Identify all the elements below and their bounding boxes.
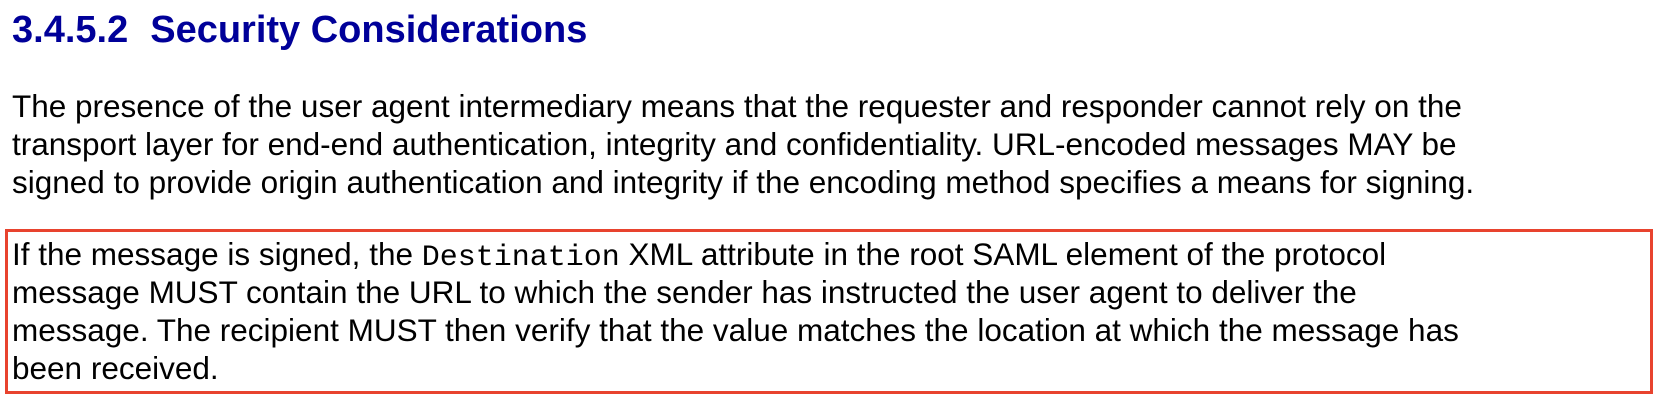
text-segment: XML attribute in the root SAML element of the protocol [619,236,1387,272]
paragraph-line: The presence of the user agent intermediary means that the requester and responder cannot rely on the [12,88,1462,124]
paragraph-line: transport layer for end-end authentication, integrity and confidentiality. URL-encoded messages MAY be [12,126,1457,162]
intro-paragraph [12,87,1474,201]
section-heading [12,6,587,54]
paragraph-line: message. The recipient MUST then verify that the value matches the location at which the message has [12,312,1459,348]
paragraph-line: message MUST contain the URL to which the sender has instructed the user agent to deliver the [12,274,1357,310]
text-segment: If the message is signed, the [12,236,422,272]
paragraph-line: been received. [12,350,219,386]
code-term: Destination [421,241,620,275]
section-number: 3.4.5.2 [12,9,129,51]
paragraph-line [12,235,1459,273]
paragraph-line: signed to provide origin authentication and integrity if the encoding method specifies a means for signing. [12,164,1475,200]
highlighted-paragraph [12,235,1459,387]
section-title: Security Considerations [150,9,588,51]
